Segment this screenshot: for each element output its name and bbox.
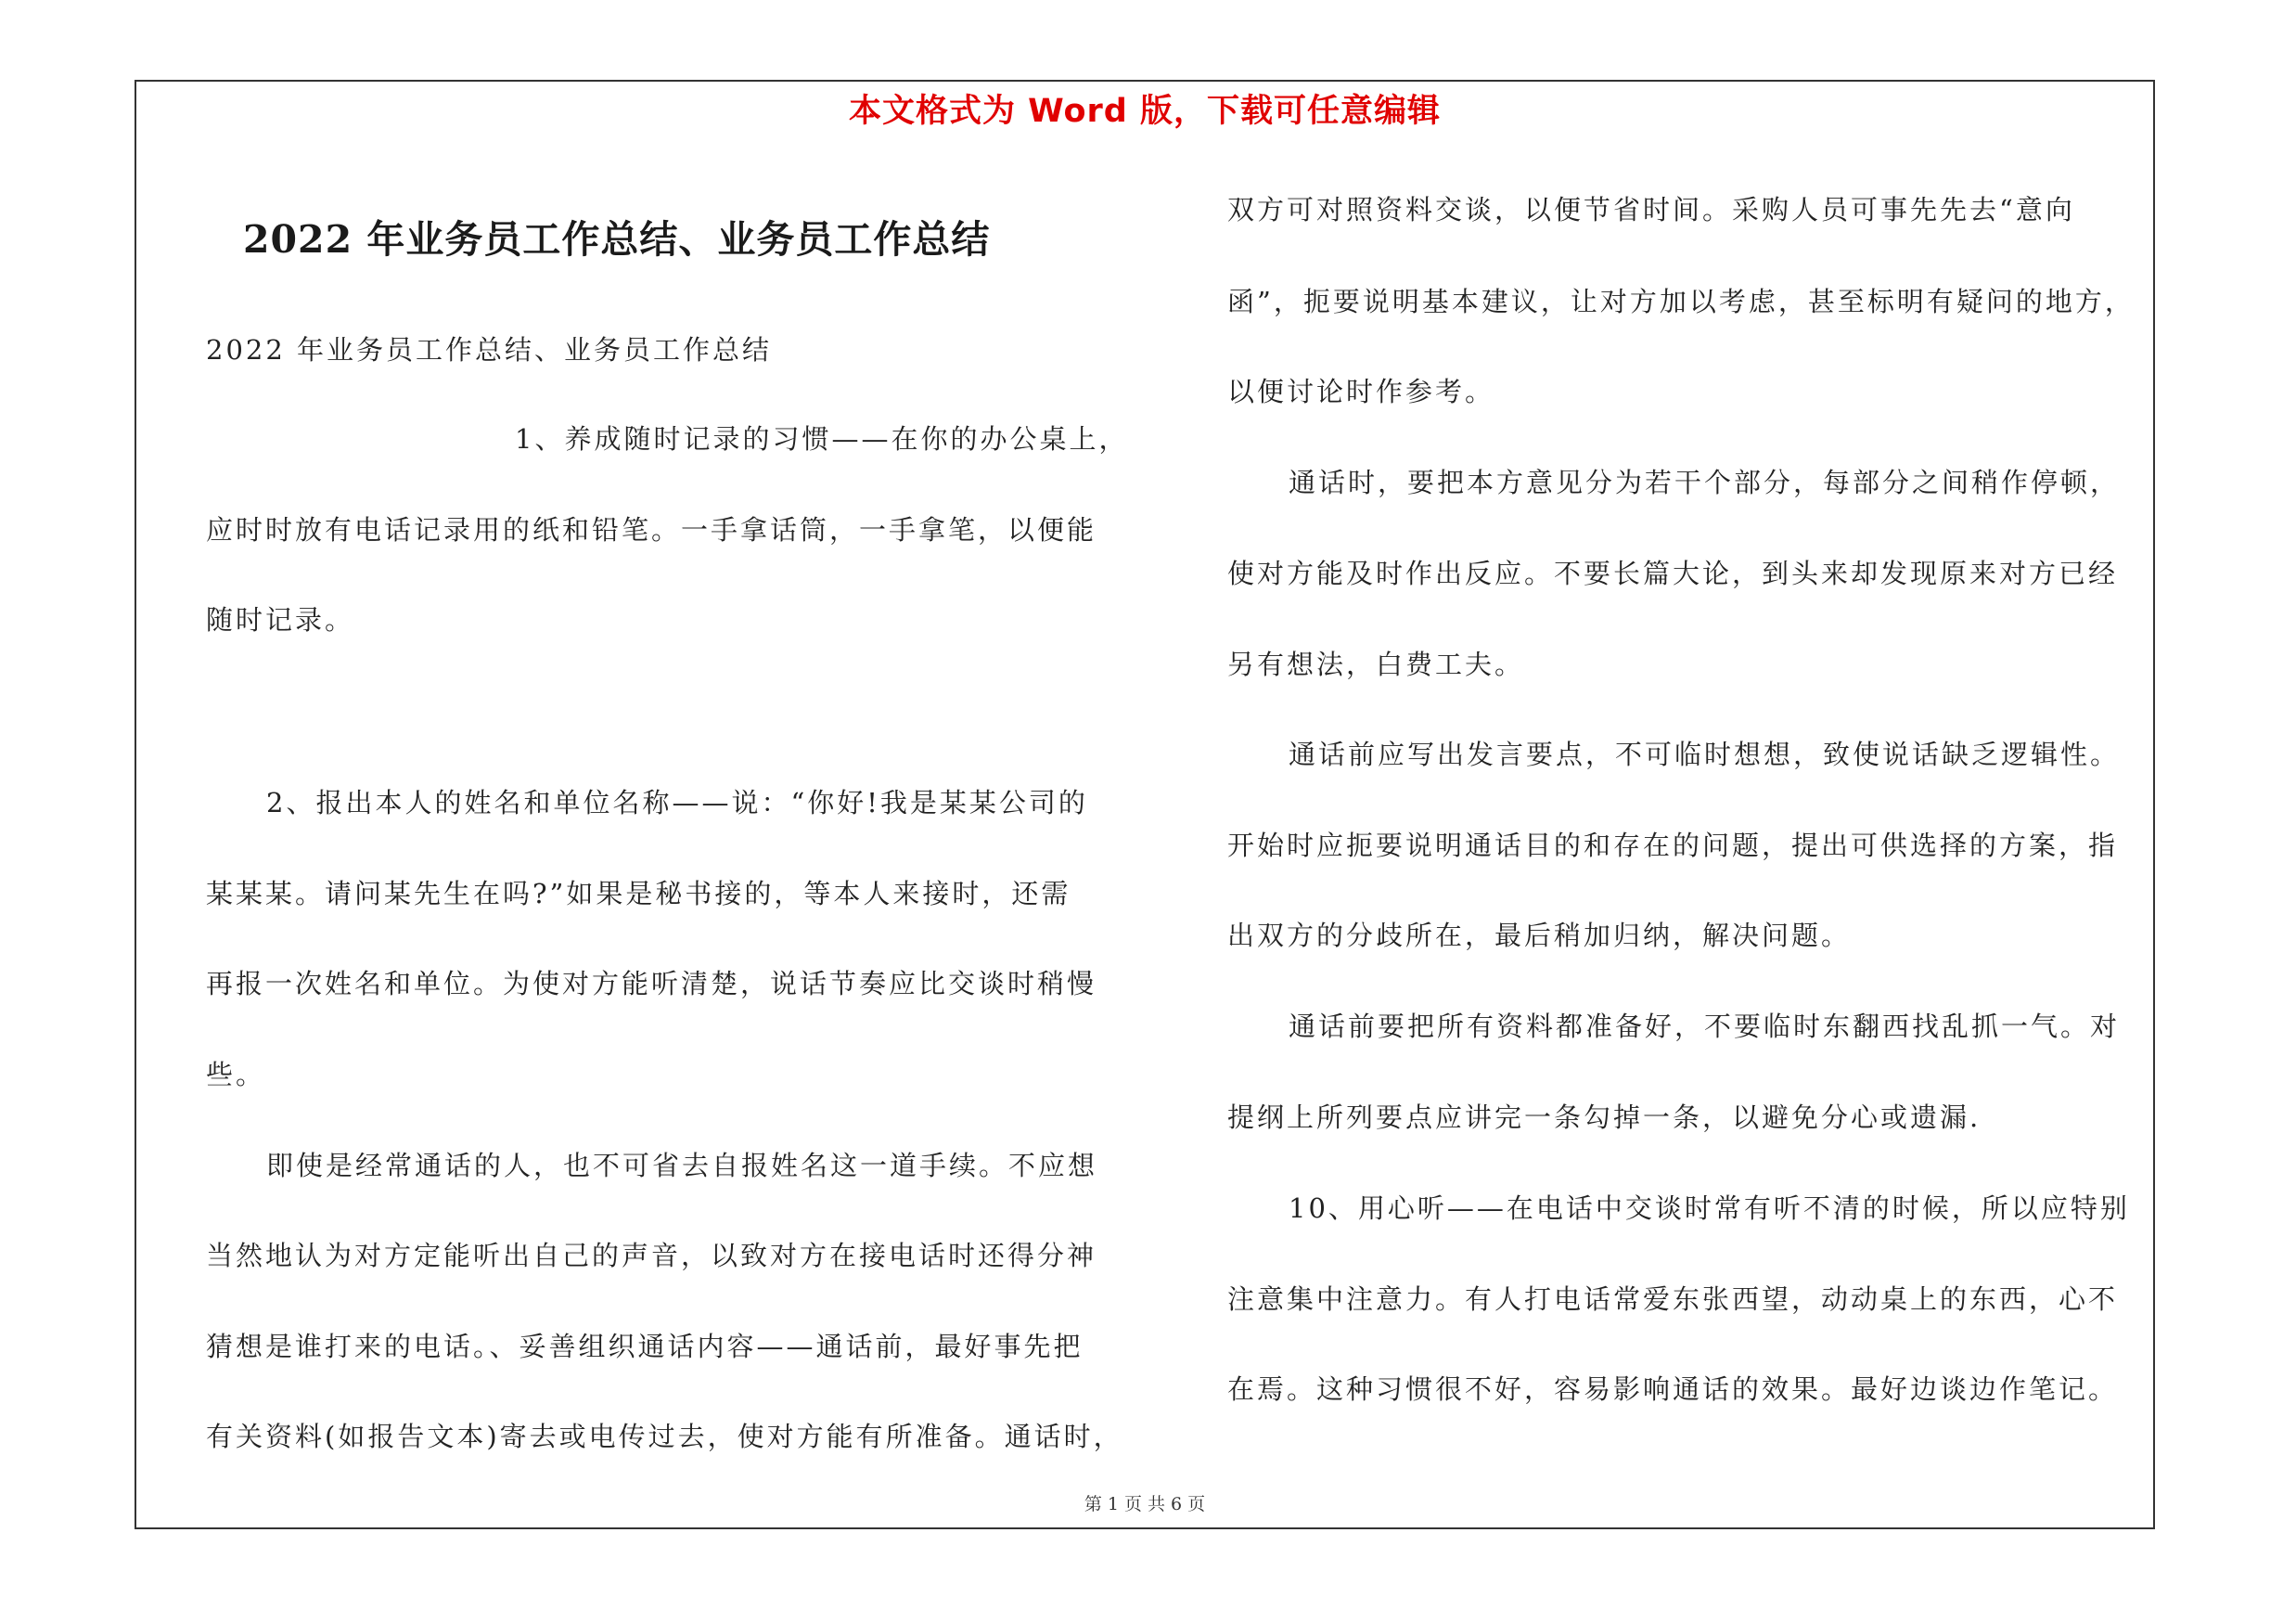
- left-line-9: 即使是经常通话的人，也不可省去自报姓名这一道手续。不应想: [266, 1150, 1098, 1181]
- left-line-4: 随时记录。: [206, 604, 355, 636]
- left-line-8: 些。: [206, 1059, 266, 1090]
- left-line-10: 当然地认为对方定能听出自己的声音，以致对方在接电话时还得分神: [206, 1240, 1097, 1271]
- right-line-8: 开始时应扼要说明通话目的和存在的问题，提出可供选择的方案，指: [1227, 830, 2119, 861]
- right-line-9: 出双方的分歧所在，最后稍加归纳，解决问题。: [1227, 920, 1852, 951]
- right-line-1: 双方可对照资料交谈，以便节省时间。采购人员可事先先去“意向: [1227, 194, 2075, 225]
- right-line-2: 函”，扼要说明基本建议，让对方加以考虑，甚至标明有疑问的地方，: [1227, 286, 2135, 317]
- right-line-6: 另有想法，白费工夫。: [1227, 649, 1525, 680]
- left-line-2: 1、养成随时记录的习惯——在你的办公桌上，: [515, 423, 1129, 455]
- right-line-13: 注意集中注意力。有人打电话常爱东张西望，动动桌上的东西，心不: [1227, 1283, 2119, 1315]
- page-indicator: 第 1 页 共 6 页: [1084, 1494, 1206, 1514]
- right-line-14: 在焉。这种习惯很不好，容易影响通话的效果。最好边谈边作笔记。: [1227, 1373, 2119, 1405]
- right-line-5: 使对方能及时作出反应。不要长篇大论，到头来却发现原来对方已经: [1227, 558, 2119, 589]
- right-line-3: 以便讨论时作参考。: [1227, 376, 1495, 407]
- left-line-5: 2、报出本人的姓名和单位名称——说：“你好!我是某某公司的: [266, 787, 1088, 818]
- left-line-11: 猜想是谁打来的电话。、妥善组织通话内容——通话前，最好事先把: [206, 1331, 1084, 1362]
- right-line-12: 10、用心听——在电话中交谈时常有听不清的时候，所以应特别: [1289, 1192, 2130, 1224]
- left-line-6: 某某某。请问某先生在吗?”如果是秘书接的，等本人来接时，还需: [206, 878, 1071, 909]
- left-line-1: 2022 年业务员工作总结、业务员工作总结: [206, 334, 773, 366]
- right-line-11: 提纲上所列要点应讲完一条勾掉一条，以避免分心或遗漏.: [1227, 1101, 1982, 1133]
- left-line-12: 有关资料(如报告文本)寄去或电传过去，使对方能有所准备。通话时，: [206, 1421, 1123, 1452]
- left-line-3: 应时时放有电话记录用的纸和铅笔。一手拿话筒，一手拿笔，以便能: [206, 514, 1097, 546]
- document-title: 2022 年业务员工作总结、业务员工作总结: [243, 217, 991, 262]
- editable-notice-banner: 本文格式为 Word 版，下载可任意编辑: [848, 93, 1442, 130]
- right-line-7: 通话前应写出发言要点，不可临时想想，致使说话缺乏逻辑性。: [1289, 739, 2121, 770]
- left-line-7: 再报一次姓名和单位。为使对方能听清楚，说话节奏应比交谈时稍慢: [206, 968, 1097, 999]
- right-line-10: 通话前要把所有资料都准备好，不要临时东翻西找乱抓一气。对: [1289, 1011, 2121, 1042]
- right-line-4: 通话时，要把本方意见分为若干个部分，每部分之间稍作停顿，: [1289, 467, 2121, 498]
